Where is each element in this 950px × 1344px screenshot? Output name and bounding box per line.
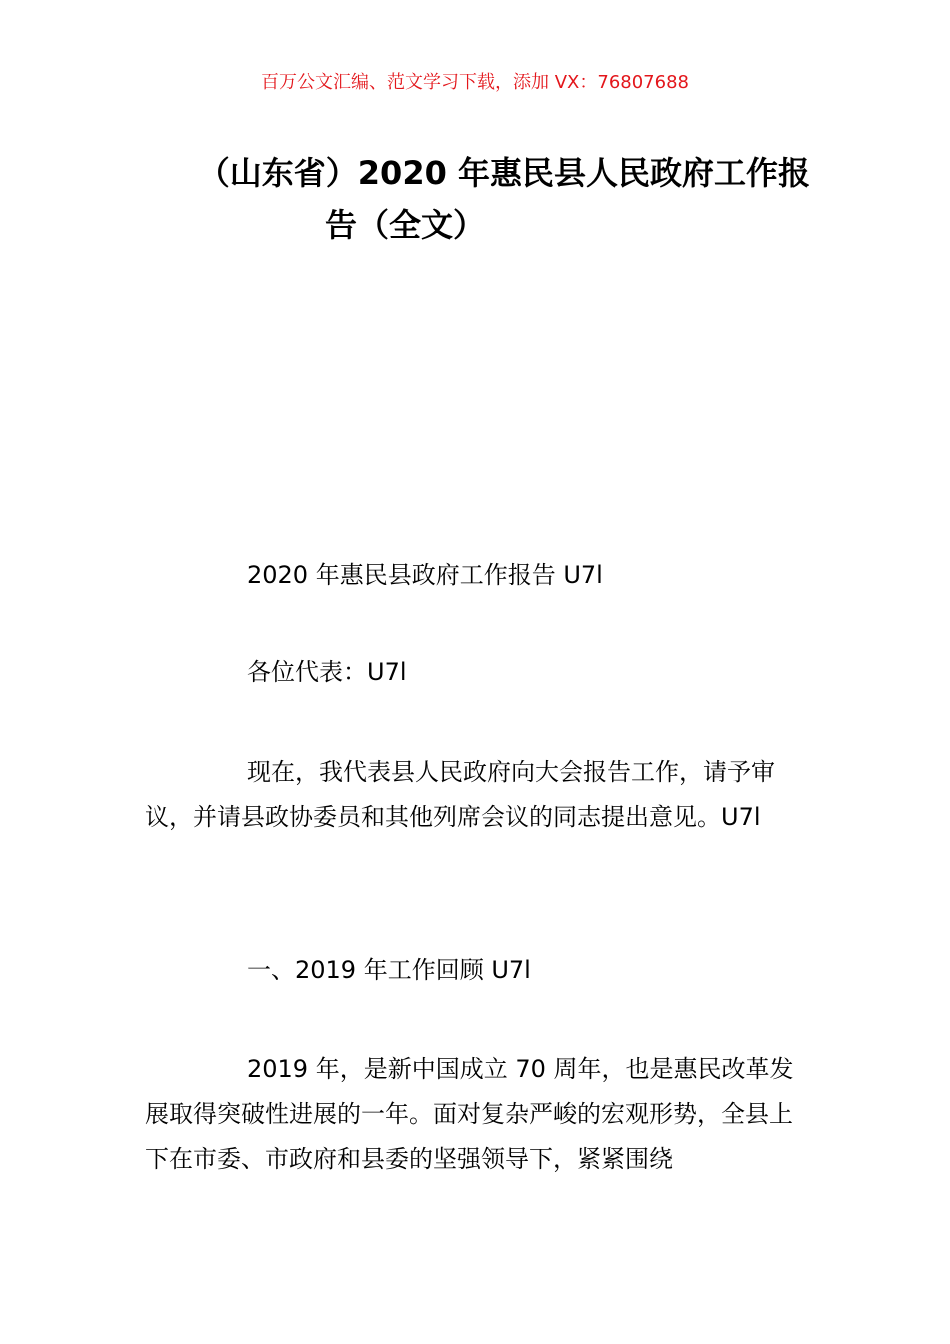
opening-paragraph: 现在，我代表县人民政府向大会报告工作，请予审议，并请县政协委员和其他列席会议的同志提出意见。U7l — [145, 758, 775, 831]
report-heading: 2020 年惠民县政府工作报告 U7l — [247, 561, 603, 589]
header-watermark-note: 百万公文汇编、范文学习下载，添加 VX：76807688 — [261, 72, 689, 93]
review-paragraph: 2019 年，是新中国成立 70 周年，也是惠民改革发展取得突破性进展的一年。面对复杂严峻的宏观形势，全县上下在市委、市政府和县委的坚强领导下，紧紧围绕 — [145, 1055, 794, 1173]
salutation: 各位代表：U7l — [247, 658, 407, 686]
document-title-line-2: 告（全文） — [324, 206, 485, 244]
document-title-line-1: （山东省）2020 年惠民县人民政府工作报 — [197, 154, 810, 192]
section-heading-review: 一、2019 年工作回顾 U7l — [247, 956, 531, 984]
